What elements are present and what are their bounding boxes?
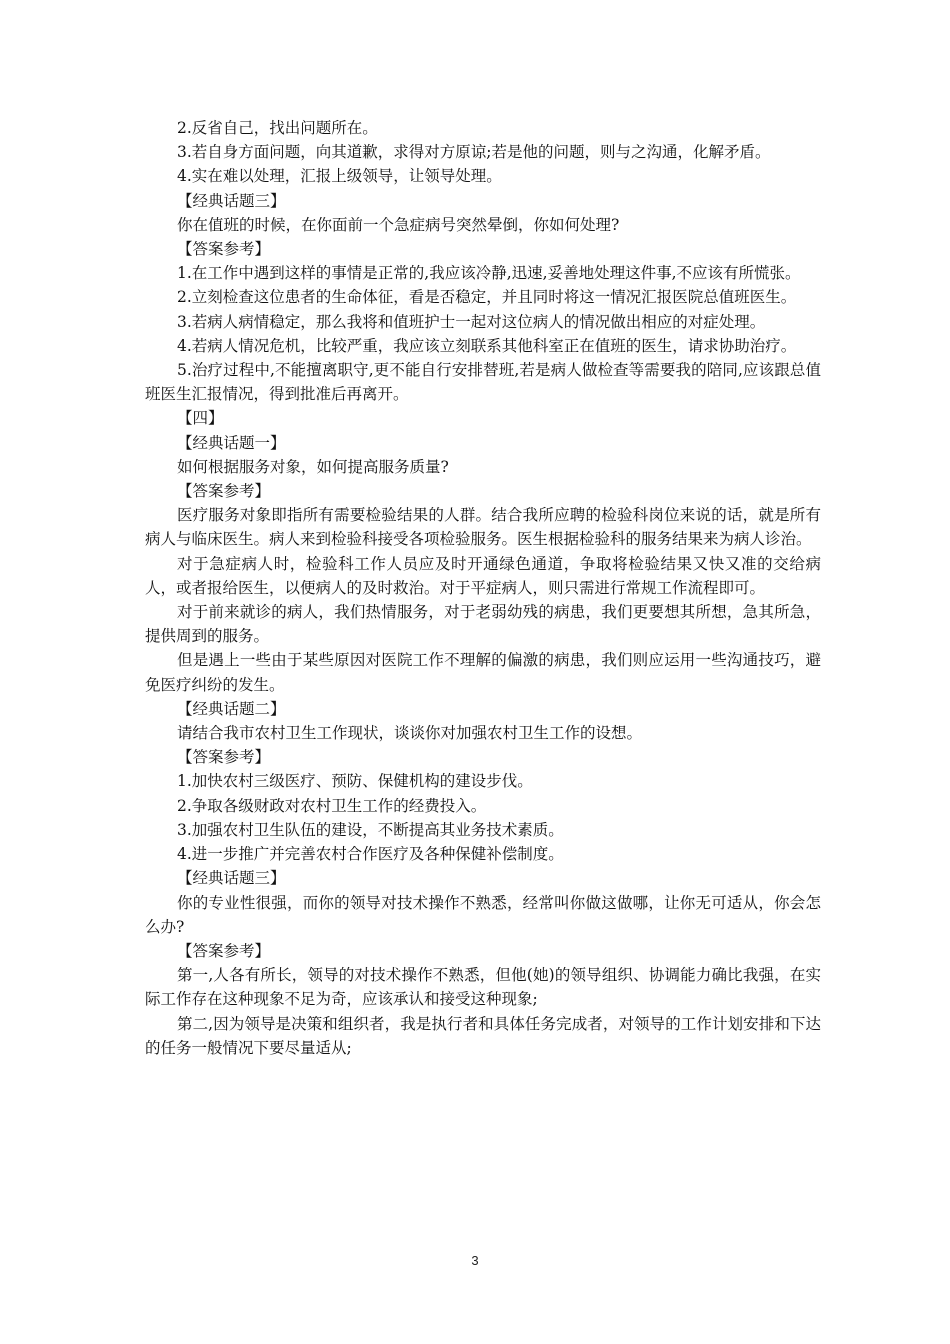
paragraph: 4.实在难以处理，汇报上级领导，让领导处理。 (177, 167, 502, 186)
paragraph: 4.进一步推广并完善农村合作医疗及各种保健补偿制度。 (177, 845, 564, 864)
part-heading: 【四】 (177, 409, 224, 428)
answer-heading: 【答案参考】 (177, 482, 271, 501)
paragraph: 3.若自身方面问题，向其道歉，求得对方原谅;若是他的问题，则与之沟通，化解矛盾。 (177, 143, 771, 162)
paragraph: 3.若病人病情稳定，那么我将和值班护士一起对这位病人的情况做出相应的对症处理。 (177, 312, 766, 331)
paragraph: 第一,人各有所长，领导的对技术操作不熟悉，但他(她)的领导组织、协调能力确比我强，在实际工作存在这种现象不足为奇，应该承认和接受这种现象; (145, 966, 821, 1009)
paragraph: 3.加强农村卫生队伍的建设，不断提高其业务技术素质。 (177, 820, 564, 839)
paragraph: 医疗服务对象即指所有需要检验结果的人群。结合我所应聘的检验科岗位来说的话，就是所有病人与临床医生。病人来到检验科接受各项检验服务。医生根据检验科的服务结果来为病人诊治。 (145, 506, 821, 549)
section-heading: 【经典话题三】 (177, 191, 286, 210)
paragraph: 1.加快农村三级医疗、预防、保健机构的建设步伐。 (177, 772, 533, 791)
question: 请结合我市农村卫生工作现状，谈谈你对加强农村卫生工作的设想。 (177, 724, 643, 743)
paragraph: 2.立刻检查这位患者的生命体征，看是否稳定，并且同时将这一情况汇报医院总值班医生。 (177, 288, 797, 307)
paragraph: 但是遇上一些由于某些原因对医院工作不理解的偏激的病患，我们则应运用一些沟通技巧，避免医疗纠纷的发生。 (145, 651, 821, 694)
question: 你的专业性很强，而你的领导对技术操作不熟悉，经常叫你做这做哪，让你无可适从，你会怎么办? (145, 893, 821, 936)
question: 如何根据服务对象，如何提高服务质量? (177, 457, 449, 476)
section-heading: 【经典话题二】 (177, 699, 286, 718)
paragraph: 1.在工作中遇到这样的事情是正常的,我应该冷静,迅速,妥善地处理这件事,不应该有所慌张。 (177, 264, 801, 283)
section-heading: 【经典话题三】 (177, 869, 286, 888)
paragraph: 对于前来就诊的病人，我们热情服务，对于老弱幼残的病患，我们更要想其所想，急其所急，提供周到的服务。 (145, 603, 821, 646)
answer-heading: 【答案参考】 (177, 748, 271, 767)
paragraph: 第二,因为领导是决策和组织者，我是执行者和具体任务完成者，对领导的工作计划安排和下达的任务一般情况下要尽量适从; (145, 1014, 821, 1057)
section-heading: 【经典话题一】 (177, 433, 286, 452)
paragraph: 2.反省自己，找出问题所在。 (177, 119, 378, 137)
answer-heading: 【答案参考】 (177, 240, 271, 259)
question: 你在值班的时候，在你面前一个急症病号突然晕倒，你如何处理? (177, 215, 620, 234)
page-number: 3 (471, 1253, 479, 1268)
document-body (145, 116, 821, 1060)
answer-heading: 【答案参考】 (177, 941, 271, 960)
paragraph: 对于急症病人时，检验科工作人员应及时开通绿色通道，争取将检验结果又快又准的交给病人，或者报给医生，以便病人的及时救治。对于平症病人，则只需进行常规工作流程即可。 (145, 554, 821, 597)
paragraph: 5.治疗过程中,不能擅离职守,更不能自行安排替班,若是病人做检查等需要我的陪同,应该跟总值班医生汇报情况，得到批准后再离开。 (145, 361, 821, 404)
paragraph: 2.争取各级财政对农村卫生工作的经费投入。 (177, 796, 487, 815)
paragraph: 4.若病人情况危机，比较严重，我应该立刻联系其他科室正在值班的医生，请求协助治疗。 (177, 336, 797, 355)
